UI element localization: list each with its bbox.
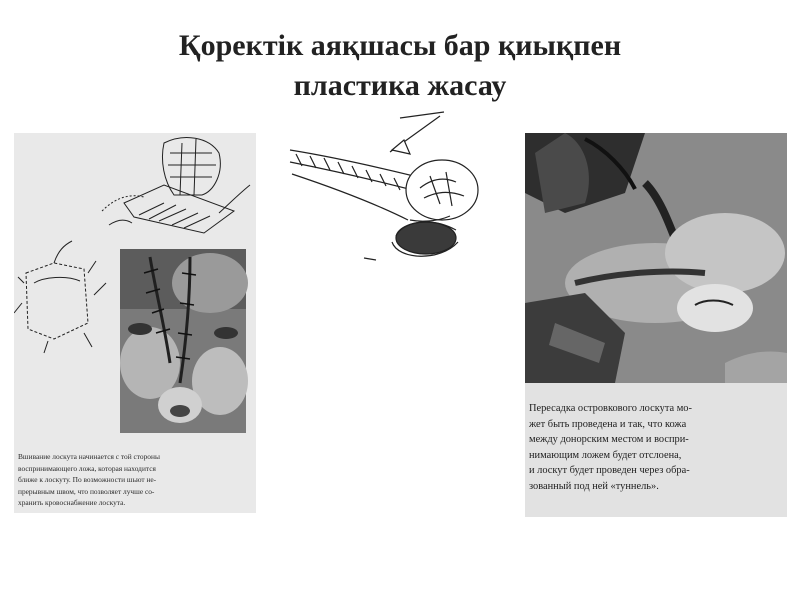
left-caption-line-2: воспринимающего ложа, которая находится [18,463,156,473]
slide-title [0,26,800,106]
right-caption-line-2: жет быть проведена и так, что кожа [529,418,687,430]
title-line-1: Қоректік аяқшасы бар қиықпен [178,29,622,62]
tunnel-flap-sketch [280,110,480,270]
left-caption-line-1: Вшивание лоскута начинается с той стороны [18,452,160,461]
left-caption-line-4: прерывным швом, что позволяет лучше со- [18,486,155,496]
right-figure-caption [529,401,785,494]
left-figure-caption [18,451,254,509]
right-caption-line-1: Пересадка островкового лоскута мо- [529,403,692,414]
face-photo [120,249,248,433]
right-caption-line-6: зованный под ней «туннель». [529,480,659,492]
right-figure [525,133,787,517]
left-figure [14,133,256,513]
tunnel-flap-drawing [280,110,480,270]
left-caption-line-3: ближе к лоскуту. По возможности шьют не- [18,475,157,485]
suture-sketch [14,241,106,353]
right-caption-line-3: между донорским местом и воспри- [529,434,689,445]
title-line-2: пластика жасау [293,69,507,102]
left-caption-line-5: хранить кровоснабжение лоскута. [18,498,126,508]
flap-sketch-top [102,138,250,233]
right-caption-line-5: и лоскут будет проведен через обра- [529,465,690,476]
right-caption-line-4: нимающим ложем будет отслоена, [529,449,682,461]
